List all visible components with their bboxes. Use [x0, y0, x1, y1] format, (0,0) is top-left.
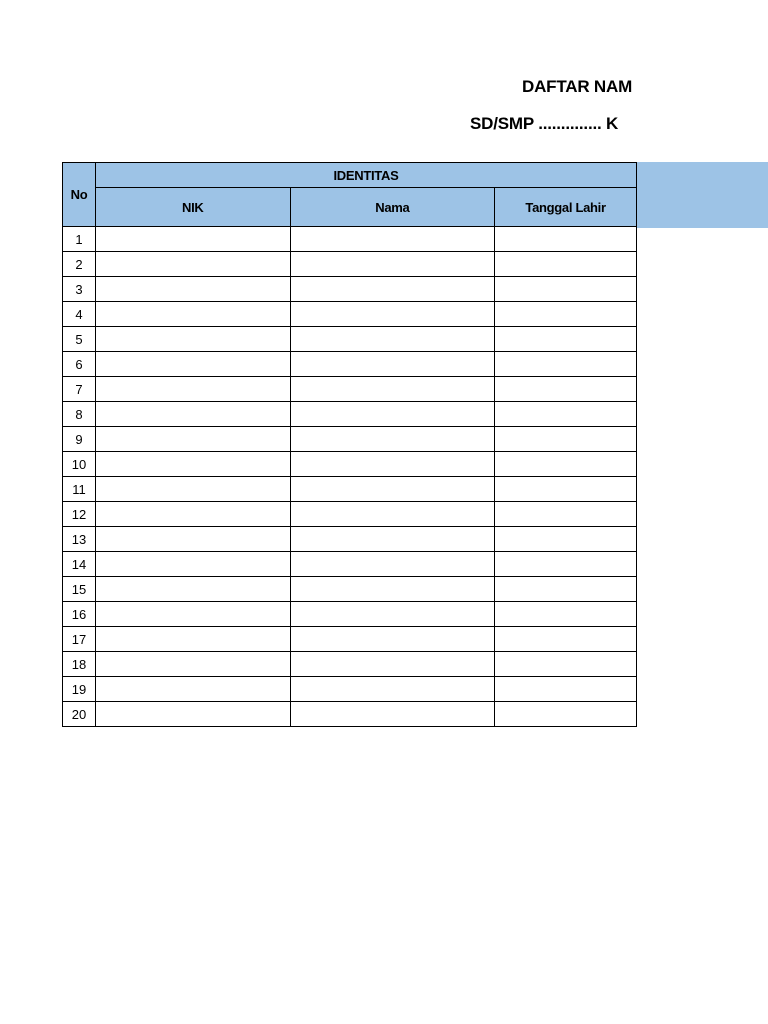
table-row: [63, 552, 637, 577]
nik-cell[interactable]: [95, 477, 290, 502]
tanggal-lahir-cell[interactable]: [495, 377, 637, 402]
document-title: DAFTAR NAM: [522, 77, 633, 96]
tanggal-lahir-cell[interactable]: [495, 577, 637, 602]
tanggal-lahir-cell[interactable]: [495, 277, 637, 302]
table-row: [63, 402, 637, 427]
student-table: [62, 162, 637, 727]
nik-cell[interactable]: [95, 627, 290, 652]
nik-cell[interactable]: [95, 302, 290, 327]
table-row: [63, 452, 637, 477]
tanggal-lahir-cell[interactable]: [495, 502, 637, 527]
table-row: [63, 702, 637, 727]
nama-cell[interactable]: [290, 627, 495, 652]
nama-cell[interactable]: [290, 452, 495, 477]
nik-cell[interactable]: [95, 427, 290, 452]
nama-cell[interactable]: [290, 702, 495, 727]
table-row: [63, 477, 637, 502]
table-row: [63, 577, 637, 602]
nama-cell[interactable]: [290, 352, 495, 377]
row-number: 11: [63, 477, 96, 502]
tanggal-lahir-cell[interactable]: [495, 477, 637, 502]
nik-cell[interactable]: [95, 377, 290, 402]
table-row: [63, 227, 637, 252]
row-number: 12: [63, 502, 96, 527]
table-row: [63, 277, 637, 302]
row-number: 8: [63, 402, 96, 427]
row-number: 7: [63, 377, 96, 402]
nik-cell[interactable]: [95, 602, 290, 627]
row-number: 18: [63, 652, 96, 677]
nik-cell[interactable]: [95, 327, 290, 352]
header-nik: NIK: [95, 188, 290, 227]
tanggal-lahir-cell[interactable]: [495, 627, 637, 652]
tanggal-lahir-cell[interactable]: [495, 227, 637, 252]
school-line: SD/SMP .............. K: [470, 114, 619, 133]
nama-cell[interactable]: [290, 427, 495, 452]
nik-cell[interactable]: [95, 552, 290, 577]
row-number: 5: [63, 327, 96, 352]
row-number: 16: [63, 602, 96, 627]
row-number: 15: [63, 577, 96, 602]
row-number: 4: [63, 302, 96, 327]
row-number: 6: [63, 352, 96, 377]
nik-cell[interactable]: [95, 527, 290, 552]
tanggal-lahir-cell[interactable]: [495, 652, 637, 677]
row-number: 17: [63, 627, 96, 652]
row-number: 19: [63, 677, 96, 702]
nik-cell[interactable]: [95, 502, 290, 527]
table-row: [63, 427, 637, 452]
tanggal-lahir-cell[interactable]: [495, 427, 637, 452]
nik-cell[interactable]: [95, 652, 290, 677]
nama-cell[interactable]: [290, 552, 495, 577]
nama-cell[interactable]: [290, 602, 495, 627]
row-number: 14: [63, 552, 96, 577]
nama-cell[interactable]: [290, 502, 495, 527]
nik-cell[interactable]: [95, 677, 290, 702]
nama-cell[interactable]: [290, 477, 495, 502]
nama-cell[interactable]: [290, 377, 495, 402]
row-number: 9: [63, 427, 96, 452]
nik-cell[interactable]: [95, 402, 290, 427]
row-number: 2: [63, 252, 96, 277]
tanggal-lahir-cell[interactable]: [495, 677, 637, 702]
row-number: 20: [63, 702, 96, 727]
nama-cell[interactable]: [290, 327, 495, 352]
header-fill-overflow: [637, 162, 768, 228]
nama-cell[interactable]: [290, 677, 495, 702]
table-row: [63, 652, 637, 677]
table-row: [63, 627, 637, 652]
table-row: [63, 602, 637, 627]
nik-cell[interactable]: [95, 227, 290, 252]
tanggal-lahir-cell[interactable]: [495, 552, 637, 577]
table-row: [63, 527, 637, 552]
tanggal-lahir-cell[interactable]: [495, 302, 637, 327]
table-body: [63, 227, 637, 727]
table-row: [63, 352, 637, 377]
table-row: [63, 302, 637, 327]
nama-cell[interactable]: [290, 252, 495, 277]
table-row: [63, 252, 637, 277]
nik-cell[interactable]: [95, 452, 290, 477]
table-row: [63, 502, 637, 527]
tanggal-lahir-cell[interactable]: [495, 702, 637, 727]
nama-cell[interactable]: [290, 402, 495, 427]
nama-cell[interactable]: [290, 652, 495, 677]
tanggal-lahir-cell[interactable]: [495, 402, 637, 427]
table-row: [63, 377, 637, 402]
row-number: 10: [63, 452, 96, 477]
tanggal-lahir-cell[interactable]: [495, 352, 637, 377]
row-number: 1: [63, 227, 96, 252]
nama-cell[interactable]: [290, 277, 495, 302]
nik-cell[interactable]: [95, 352, 290, 377]
header-nama: Nama: [290, 188, 495, 227]
header-identitas: IDENTITAS: [95, 163, 636, 188]
table-row: [63, 327, 637, 352]
header-tanggal-lahir: Tanggal Lahir: [495, 188, 637, 227]
tanggal-lahir-cell[interactable]: [495, 327, 637, 352]
header-no: No: [63, 163, 96, 227]
nik-cell[interactable]: [95, 577, 290, 602]
table-row: [63, 677, 637, 702]
nik-cell[interactable]: [95, 252, 290, 277]
nik-cell[interactable]: [95, 702, 290, 727]
row-number: 3: [63, 277, 96, 302]
nama-cell[interactable]: [290, 527, 495, 552]
row-number: 13: [63, 527, 96, 552]
tanggal-lahir-cell[interactable]: [495, 602, 637, 627]
tanggal-lahir-cell[interactable]: [495, 527, 637, 552]
tanggal-lahir-cell[interactable]: [495, 452, 637, 477]
nama-cell[interactable]: [290, 302, 495, 327]
tanggal-lahir-cell[interactable]: [495, 252, 637, 277]
nik-cell[interactable]: [95, 277, 290, 302]
nama-cell[interactable]: [290, 227, 495, 252]
nama-cell[interactable]: [290, 577, 495, 602]
